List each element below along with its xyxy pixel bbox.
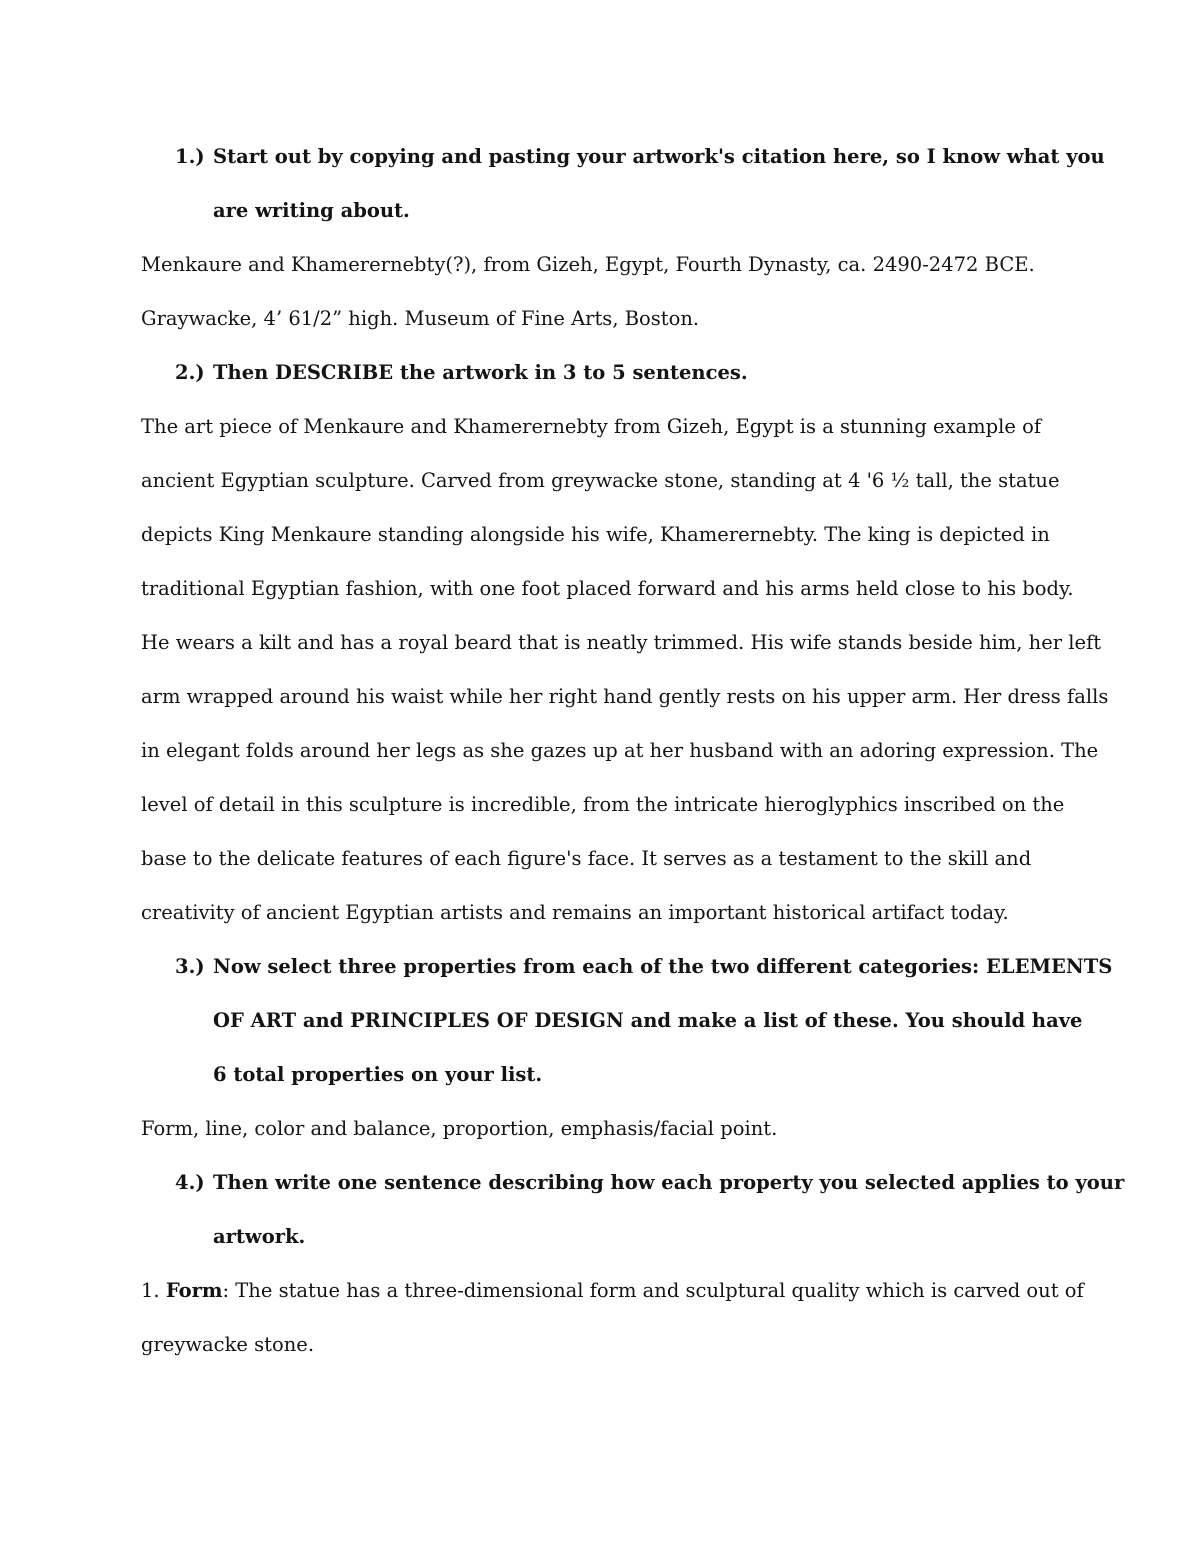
answer-line: level of detail in this sculpture is incredible, from the intricate hieroglyphics inscribed on the: [141, 793, 1065, 816]
answer-line: base to the delicate features of each figure's face. It serves as a testament to the skill and: [141, 847, 1032, 870]
answer-line: Form, line, color and balance, proportion, emphasis/facial point.: [141, 1117, 778, 1140]
answer-line: ancient Egyptian sculpture. Carved from greywacke stone, standing at 4 '6 ½ tall, the statue: [141, 469, 1060, 492]
answer-line: The art piece of Menkaure and Khamerernebty from Gizeh, Egypt is a stunning example of: [141, 415, 1042, 438]
properties-answer: [141, 1102, 1061, 1156]
question-line: Start out by copying and pasting your artwork's citation here, so I know what you: [213, 145, 1105, 168]
question-line: OF ART and PRINCIPLES OF DESIGN and make a list of these. You should have: [213, 1009, 1083, 1032]
question-text: [213, 130, 1105, 238]
question-number: 2.): [175, 361, 205, 384]
answer-line: Graywacke, 4’ 61/2” high. Museum of Fine Arts, Boston.: [141, 307, 700, 330]
question-1: [141, 130, 1105, 238]
answer-line: greywacke stone.: [141, 1333, 315, 1356]
question-line: Then write one sentence describing how each property you selected applies to your: [213, 1171, 1125, 1194]
question-text: [213, 940, 1113, 1102]
document-body: [141, 130, 1125, 1372]
answer-line: [141, 1264, 1084, 1318]
answer-line: traditional Egyptian fashion, with one foot placed forward and his arms held close to his body.: [141, 577, 1074, 600]
question-line: artwork.: [213, 1225, 306, 1248]
question-text: [213, 346, 1061, 400]
answer-line: depicts King Menkaure standing alongside his wife, Khamerernebty. The king is depicted in: [141, 523, 1050, 546]
answer-line: arm wrapped around his waist while her right hand gently rests on his upper arm. Her dress falls: [141, 685, 1109, 708]
answer-line: Menkaure and Khamerernebty(?), from Gizeh, Egypt, Fourth Dynasty, ca. 2490-2472 BCE.: [141, 253, 1035, 276]
question-text: [213, 1156, 1125, 1264]
question-2: [141, 346, 1061, 400]
question-line: are writing about.: [213, 199, 410, 222]
question-line: 6 total properties on your list.: [213, 1063, 543, 1086]
item-text: : The statue has a three-dimensional form and sculptural quality which is carved out of: [222, 1279, 1084, 1302]
question-4: [141, 1156, 1125, 1264]
answer-line: in elegant folds around her legs as she gazes up at her husband with an adoring expression. The: [141, 739, 1099, 762]
question-number: 3.): [175, 955, 205, 978]
question-3: [141, 940, 1113, 1102]
description-answer: [141, 400, 1109, 940]
property-term: Form: [165, 1279, 223, 1302]
question-line: Then DESCRIBE the artwork in 3 to 5 sentences.: [213, 361, 748, 384]
question-line: Now select three properties from each of the two different categories: ELEMENTS: [213, 955, 1113, 978]
question-number: 1.): [175, 145, 205, 168]
answer-line: He wears a kilt and has a royal beard that is neatly trimmed. His wife stands beside him, her left: [141, 631, 1102, 654]
item-prefix: 1.: [141, 1279, 166, 1302]
question-number: 4.): [175, 1171, 205, 1194]
answer-line: creativity of ancient Egyptian artists and remains an important historical artifact today.: [141, 901, 1009, 924]
property-item-answer: [141, 1264, 1084, 1372]
citation-answer: [141, 238, 1061, 346]
